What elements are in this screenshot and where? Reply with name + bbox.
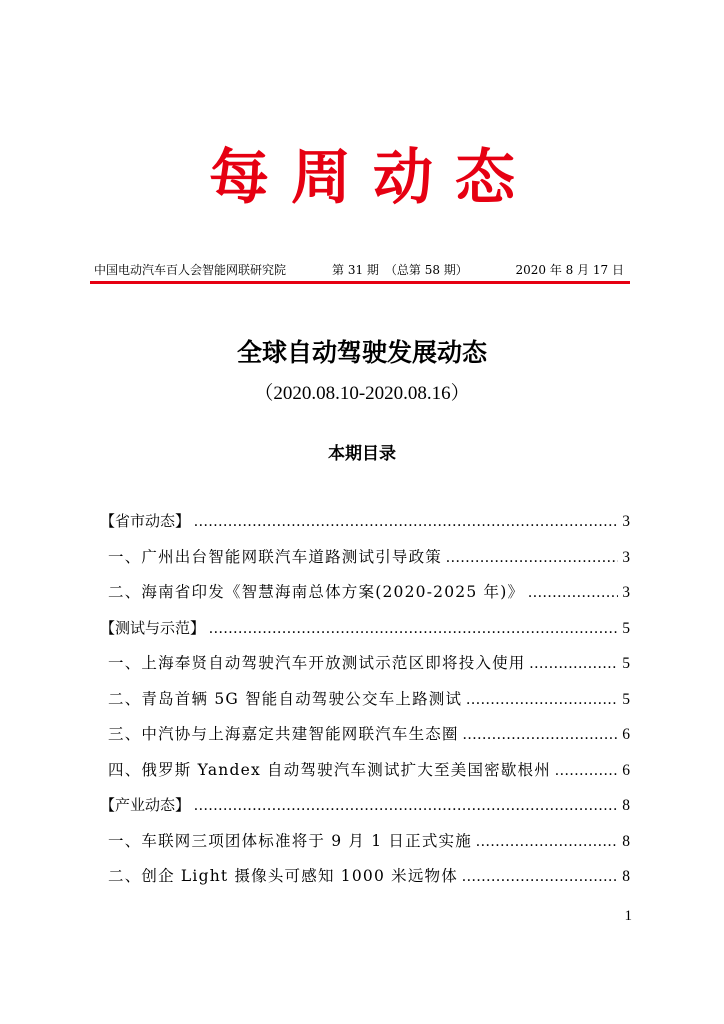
date-range: （2020.08.10-2020.08.16） (254, 383, 470, 404)
toc-entry-text: 一、车联网三项团体标准将于 9 月 1 日正式实施 (108, 831, 472, 850)
organization-name: 中国电动汽车百人会智能网联研究院 (94, 263, 287, 277)
toc-item[interactable] (100, 824, 630, 860)
toc-section-industry[interactable] (100, 788, 630, 824)
toc-leader (194, 504, 618, 540)
toc-leader (476, 824, 618, 860)
table-of-contents (100, 504, 630, 895)
toc-entry-text: 二、海南省印发《智慧海南总体方案(2020-2025 年)》 (108, 583, 525, 601)
toc-entry-page: 8 (622, 868, 630, 885)
toc-item[interactable] (100, 540, 630, 576)
issue-number: 第 31 期 （总第 58 期） (332, 263, 468, 277)
toc-leader (446, 540, 618, 576)
issue-date: 2020 年 8 月 17 日 (515, 263, 624, 277)
toc-leader (209, 611, 618, 647)
toc-item[interactable] (100, 646, 630, 682)
toc-leader (528, 575, 618, 611)
toc-entry-text: 二、创企 Light 摄像头可感知 1000 米远物体 (108, 867, 458, 885)
toc-entry-page: 5 (622, 619, 630, 637)
toc-section-province[interactable] (100, 504, 630, 540)
toc-entry-text: 一、广州出台智能网联汽车道路测试引导政策 (108, 547, 443, 566)
toc-entry-page: 5 (622, 690, 630, 708)
toc-entry-page: 3 (622, 584, 630, 601)
toc-entry-page: 3 (622, 513, 630, 530)
toc-entry-page: 8 (622, 797, 630, 814)
toc-item[interactable] (100, 682, 630, 718)
toc-entry-page: 5 (622, 655, 630, 672)
toc-entry-text: 三、中汽协与上海嘉定共建智能网联汽车生态圈 (108, 725, 459, 743)
toc-section-testing[interactable] (100, 611, 630, 647)
toc-leader (194, 788, 618, 824)
masthead-title: 每周动态 (209, 143, 537, 213)
toc-entry-page: 8 (622, 832, 630, 850)
header-divider (90, 281, 630, 284)
toc-item[interactable] (100, 859, 630, 895)
toc-entry-text: 四、俄罗斯 Yandex 自动驾驶汽车测试扩大至美国密歇根州 (108, 760, 551, 779)
toc-leader (530, 646, 619, 682)
toc-item[interactable] (100, 575, 630, 611)
toc-entry-text: 一、上海奉贤自动驾驶汽车开放测试示范区即将投入使用 (108, 654, 526, 672)
toc-entry-page: 3 (622, 548, 630, 566)
toc-leader (466, 682, 618, 718)
page-number: 1 (624, 908, 632, 924)
toc-leader (462, 859, 618, 895)
toc-entry-text: 【产业动态】 (100, 796, 191, 814)
toc-heading: 本期目录 (328, 444, 396, 464)
toc-item[interactable] (100, 753, 630, 789)
toc-entry-text: 【省市动态】 (100, 512, 191, 530)
toc-item[interactable] (100, 717, 630, 753)
document-title: 全球自动驾驶发展动态 (236, 338, 487, 367)
toc-leader (463, 717, 619, 753)
issue-header (94, 262, 626, 278)
toc-leader (555, 753, 618, 789)
toc-entry-page: 6 (622, 726, 630, 743)
toc-entry-text: 二、青岛首辆 5G 智能自动驾驶公交车上路测试 (108, 689, 463, 708)
toc-entry-text: 【测试与示范】 (100, 618, 206, 637)
toc-entry-page: 6 (622, 761, 630, 779)
